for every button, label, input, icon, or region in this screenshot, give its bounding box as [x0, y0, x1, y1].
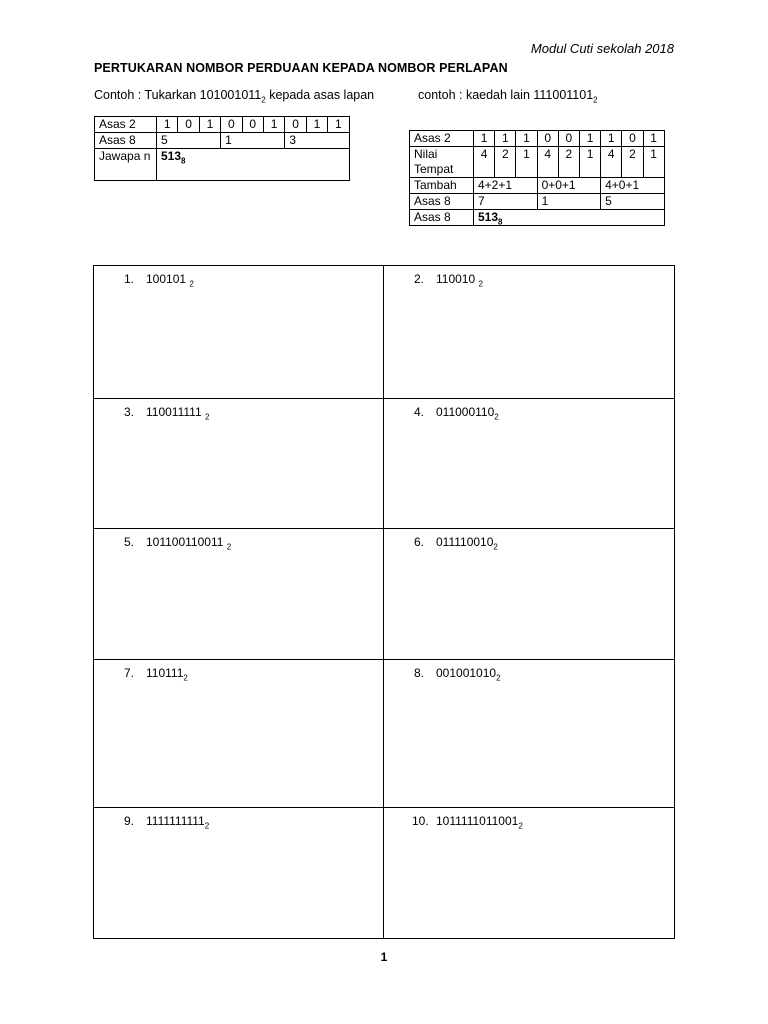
- base-subscript: 2: [189, 279, 194, 289]
- binary-value: 100101: [146, 272, 190, 286]
- group-cell: 1: [537, 194, 601, 210]
- group-cell: 1: [221, 133, 285, 149]
- answer-value: 513: [478, 210, 499, 224]
- sum-cell: 4+0+1: [601, 178, 665, 194]
- table-row: [410, 194, 665, 210]
- digit-cell: 0: [221, 117, 242, 133]
- sum-cell: 4+2+1: [474, 178, 538, 194]
- question-value: [436, 272, 483, 289]
- question-value: [436, 535, 498, 552]
- row-label: Asas 8: [410, 210, 474, 226]
- question-value: [436, 405, 499, 422]
- page-number: 1: [380, 950, 388, 964]
- sum-cell: 0+0+1: [537, 178, 601, 194]
- row-label: Asas 8: [410, 194, 474, 210]
- alt-method-instruction: [418, 88, 598, 105]
- base-subscript: 2: [478, 279, 483, 289]
- question-number: 1.: [124, 272, 135, 286]
- table-row: [410, 131, 665, 147]
- digit-cell: 0: [622, 131, 643, 147]
- digit-cell: 1: [306, 117, 327, 133]
- group-cell: 3: [285, 133, 349, 149]
- digit-cell: 0: [285, 117, 306, 133]
- question-number: 4.: [414, 405, 425, 419]
- binary-value: 110010: [436, 272, 479, 286]
- digit-cell: 1: [263, 117, 284, 133]
- alt-method-text: contoh : kaedah lain 111001101: [418, 88, 594, 102]
- table-row: [95, 149, 350, 181]
- row-label: Asas 2: [95, 117, 157, 133]
- exercise-cell-10: [384, 808, 674, 938]
- base-subscript: 2: [183, 673, 188, 683]
- alt-method-subscript: 2: [593, 95, 598, 105]
- question-number: 5.: [124, 535, 135, 549]
- digit-cell: 1: [516, 131, 537, 147]
- question-value: [146, 666, 188, 683]
- example-table-grouping: [94, 116, 350, 181]
- digit-cell: 0: [178, 117, 199, 133]
- digit-cell: 1: [474, 131, 495, 147]
- row-label: Nilai Tempat: [410, 147, 474, 178]
- example-instruction: [94, 88, 375, 105]
- table-row: [95, 133, 350, 149]
- exercise-cell-1: [94, 266, 384, 399]
- row-label: Asas 2: [410, 131, 474, 147]
- example-text: Contoh : Tukarkan 101001011: [94, 88, 262, 102]
- exercise-cell-5: [94, 529, 384, 660]
- table-row: [410, 210, 665, 226]
- question-number: 6.: [414, 535, 425, 549]
- digit-cell: 1: [495, 131, 516, 147]
- place-value-cell: 2: [495, 147, 516, 178]
- answer-cell: [474, 210, 665, 226]
- question-value: [436, 666, 501, 683]
- place-value-cell: 2: [558, 147, 579, 178]
- digit-cell: 0: [242, 117, 263, 133]
- base-subscript: 2: [226, 542, 232, 552]
- exercise-grid: [93, 265, 675, 939]
- question-value: [146, 272, 194, 289]
- binary-value: 101100110011: [146, 535, 227, 549]
- place-value-cell: 1: [516, 147, 537, 178]
- example-subscript: 2: [261, 95, 266, 105]
- table-row: [410, 178, 665, 194]
- group-cell: 5: [157, 133, 221, 149]
- binary-value: 011110010: [436, 535, 494, 549]
- binary-value: 011000110: [436, 405, 495, 419]
- row-label: Tambah: [410, 178, 474, 194]
- digit-cell: 0: [558, 131, 579, 147]
- place-value-cell: 1: [643, 147, 664, 178]
- question-number: 10.: [412, 814, 429, 828]
- question-value: [436, 814, 523, 831]
- digit-cell: 1: [643, 131, 664, 147]
- place-value-cell: 2: [622, 147, 643, 178]
- binary-value: 1111111111: [146, 814, 205, 828]
- digit-cell: 1: [601, 131, 622, 147]
- exercise-cell-9: [94, 808, 384, 938]
- digit-cell: 1: [199, 117, 220, 133]
- example-table-place-value: [409, 130, 665, 226]
- row-label: Jawapa n: [95, 149, 157, 181]
- question-number: 8.: [414, 666, 425, 680]
- base-subscript: 2: [494, 412, 499, 422]
- question-number: 2.: [414, 272, 425, 286]
- base-subscript: 2: [518, 821, 523, 831]
- table-row: [95, 117, 350, 133]
- answer-subscript: 8: [498, 217, 503, 226]
- digit-cell: 1: [579, 131, 600, 147]
- base-subscript: 2: [204, 412, 210, 422]
- answer-subscript: 8: [181, 156, 186, 166]
- binary-value: 001001010: [436, 666, 497, 680]
- place-value-cell: 1: [579, 147, 600, 178]
- row-label: Asas 8: [95, 133, 157, 149]
- question-number: 7.: [124, 666, 135, 680]
- binary-value: 110011111: [146, 405, 205, 419]
- answer-cell: [157, 149, 350, 181]
- page-title: PERTUKARAN NOMBOR PERDUAAN KEPADA NOMBOR PERLAPAN: [94, 61, 508, 75]
- group-cell: 5: [601, 194, 665, 210]
- place-value-cell: 4: [474, 147, 495, 178]
- digit-cell: 0: [537, 131, 558, 147]
- binary-value: 1011111011001: [436, 814, 519, 828]
- exercise-cell-4: [384, 399, 674, 529]
- exercise-cell-3: [94, 399, 384, 529]
- question-value: [146, 814, 210, 831]
- answer-value: 513: [161, 149, 182, 163]
- table-row: [410, 147, 665, 178]
- exercise-cell-8: [384, 660, 674, 808]
- exercise-cell-7: [94, 660, 384, 808]
- base-subscript: 2: [496, 673, 501, 683]
- base-subscript: 2: [204, 821, 210, 831]
- digit-cell: 1: [157, 117, 178, 133]
- header-note: Modul Cuti sekolah 2018: [530, 41, 674, 56]
- question-number: 9.: [124, 814, 135, 828]
- binary-value: 110111: [146, 666, 184, 680]
- group-cell: 7: [474, 194, 538, 210]
- digit-cell: 1: [328, 117, 349, 133]
- exercise-cell-6: [384, 529, 674, 660]
- question-value: [146, 405, 210, 422]
- question-value: [146, 535, 232, 552]
- place-value-cell: 4: [537, 147, 558, 178]
- place-value-cell: 4: [601, 147, 622, 178]
- base-subscript: 2: [493, 542, 498, 552]
- exercise-cell-2: [384, 266, 674, 399]
- question-number: 3.: [124, 405, 135, 419]
- example-suffix: kepada asas lapan: [265, 88, 375, 102]
